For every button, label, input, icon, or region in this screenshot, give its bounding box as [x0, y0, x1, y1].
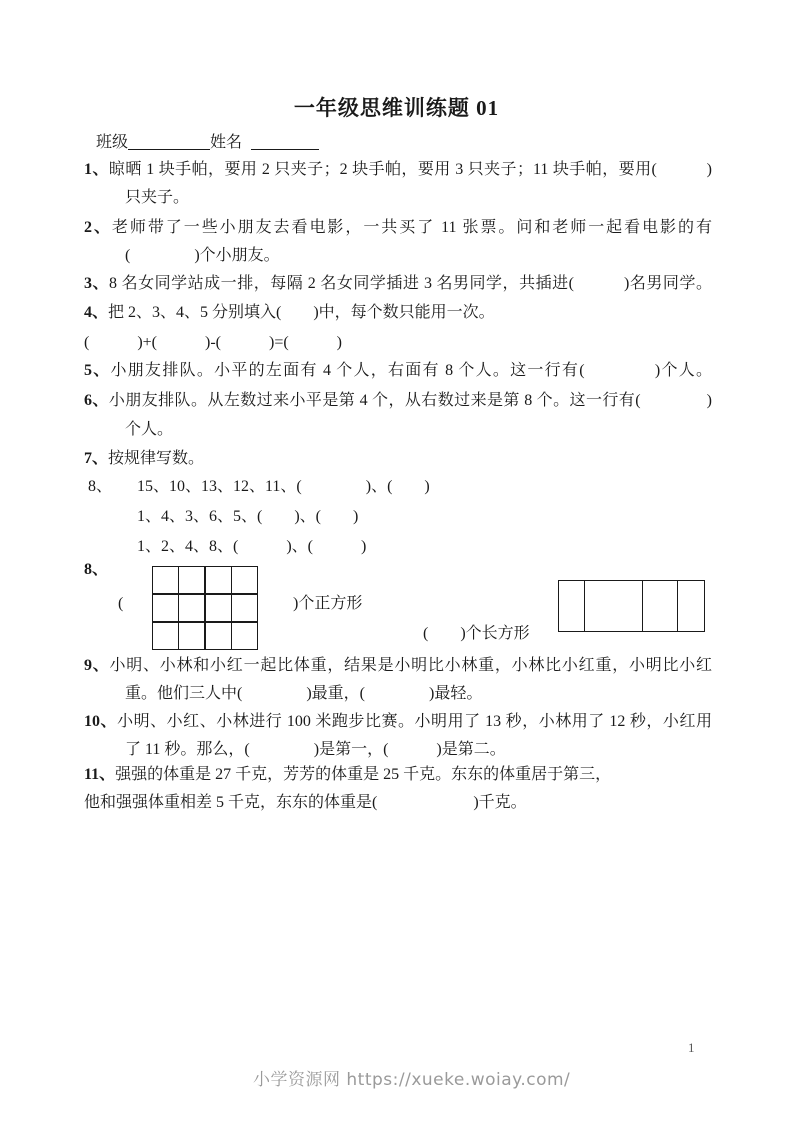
- class-label: 班级: [96, 134, 129, 151]
- question-5-text: 小朋友排队。小平的左面有 4 个人，右面有 8 个人。这一行有( )个人。: [110, 362, 712, 379]
- rectangle-segment: [559, 581, 585, 631]
- partitioned-rectangle-figure: [558, 580, 705, 632]
- question-3-text: 8 名女同学站成一排，每隔 2 名女同学插进 3 名男同学，共插进( )名男同学。: [109, 275, 712, 292]
- question-6-text: 小朋友排队。从左数过来小平是第 4 个，从右数过来是第 8 个。这一行有( ): [108, 392, 712, 409]
- question-11-line-2: 他和强强体重相差 5 千克，东东的体重是( )千克。: [84, 794, 527, 811]
- rectangle-count-label: ( )个长方形: [423, 625, 530, 642]
- question-8-figures-number: 8、: [84, 561, 109, 578]
- grid-cell: [206, 595, 231, 621]
- grid-cell: [206, 567, 231, 593]
- name-label: 姓名: [210, 134, 243, 151]
- square-grid-figure: [152, 566, 258, 650]
- grid-cell: [179, 567, 204, 593]
- question-1-line-2: 只夹子。: [125, 189, 190, 206]
- question-3-line-1: [84, 274, 712, 294]
- question-6-number: 6、: [84, 392, 109, 409]
- question-4-equation-line: ( )+( )-( )=( ): [84, 334, 343, 351]
- question-8-sequence-2: 1、4、3、6、5、( )、( ): [137, 508, 359, 525]
- question-9-text: 小明、小林和小红一起比体重，结果是小明比小林重，小林比小红重，小明比小红: [109, 657, 712, 674]
- grid-cell: [153, 595, 178, 621]
- question-6-line-1: [84, 391, 712, 411]
- class-name-line: [96, 129, 319, 152]
- grid-cell: [179, 623, 204, 649]
- footer-site-text: 小学资源网 https://xueke.woiay.com/: [253, 1070, 571, 1090]
- question-6-line-2: 个人。: [125, 421, 174, 438]
- question-8-sequences-number: 8、: [88, 478, 113, 495]
- question-1-line-1: [84, 160, 712, 180]
- question-10-text: 小明、小红、小林进行 100 米跑步比赛。小明用了 13 秒，小林用了 12 秒，小红用: [117, 713, 712, 730]
- question-9-line-1: [84, 656, 712, 676]
- grid-cell: [153, 567, 178, 593]
- page-title: 一年级思维训练题 01: [293, 96, 500, 120]
- question-5-number: 5、: [84, 362, 111, 379]
- question-1-number: 1、: [84, 161, 109, 178]
- rectangle-segment: [643, 581, 678, 631]
- question-4-text: 把 2、3、4、5 分别填入( )中，每个数只能用一次。: [108, 304, 495, 321]
- grid-cell: [232, 623, 257, 649]
- question-9-line-2: 重。他们三人中( )最重，( )最轻。: [125, 685, 483, 702]
- page-number: 1: [688, 1040, 695, 1055]
- grid-cell: [232, 567, 257, 593]
- question-3-number: 3、: [84, 275, 110, 292]
- class-blank-line: [128, 133, 210, 150]
- question-10-number: 10、: [84, 713, 118, 730]
- question-7-text: 按规律写数。: [108, 450, 205, 467]
- question-9-number: 9、: [84, 657, 110, 674]
- grid-cell: [232, 595, 257, 621]
- question-2-text: 老师带了一些小朋友去看电影，一共买了 11 张票。问和老师一起看电影的有: [111, 219, 712, 236]
- question-10-line-2: 了 11 秒。那么，( )是第一，( )是第二。: [125, 741, 506, 758]
- question-1-text: 晾晒 1 块手帕，要用 2 只夹子；2 块手帕，要用 3 只夹子；11 块手帕，要用( ): [108, 161, 712, 178]
- question-2-line-1: [84, 218, 712, 238]
- question-8-sequence-1: 15、10、13、12、11、( )、( ): [137, 478, 430, 495]
- question-7-line-1: [84, 449, 204, 469]
- question-7-number: 7、: [84, 450, 109, 467]
- grid-cell: [179, 595, 204, 621]
- rectangle-segment: [678, 581, 704, 631]
- name-blank-line: [251, 133, 319, 150]
- question-11-number: 11、: [84, 766, 116, 783]
- grid-cell: [206, 623, 231, 649]
- grid-cell: [153, 623, 178, 649]
- question-2-number: 2、: [84, 219, 112, 236]
- question-11-line-1: [84, 765, 611, 785]
- question-5-line-1: [84, 361, 712, 381]
- rectangle-segment: [585, 581, 643, 631]
- square-count-open-paren: (: [118, 595, 124, 612]
- question-11-text: 强强的体重是 27 千克，芳芳的体重是 25 千克。东东的体重居于第三，: [115, 766, 612, 783]
- question-4-number: 4、: [84, 304, 109, 321]
- question-8-sequence-3: 1、2、4、8、( )、( ): [137, 538, 367, 555]
- question-4-line-1: [84, 303, 495, 323]
- question-2-line-2: ( )个小朋友。: [125, 247, 280, 264]
- square-count-label: )个正方形: [293, 595, 363, 612]
- question-10-line-1: [84, 712, 712, 732]
